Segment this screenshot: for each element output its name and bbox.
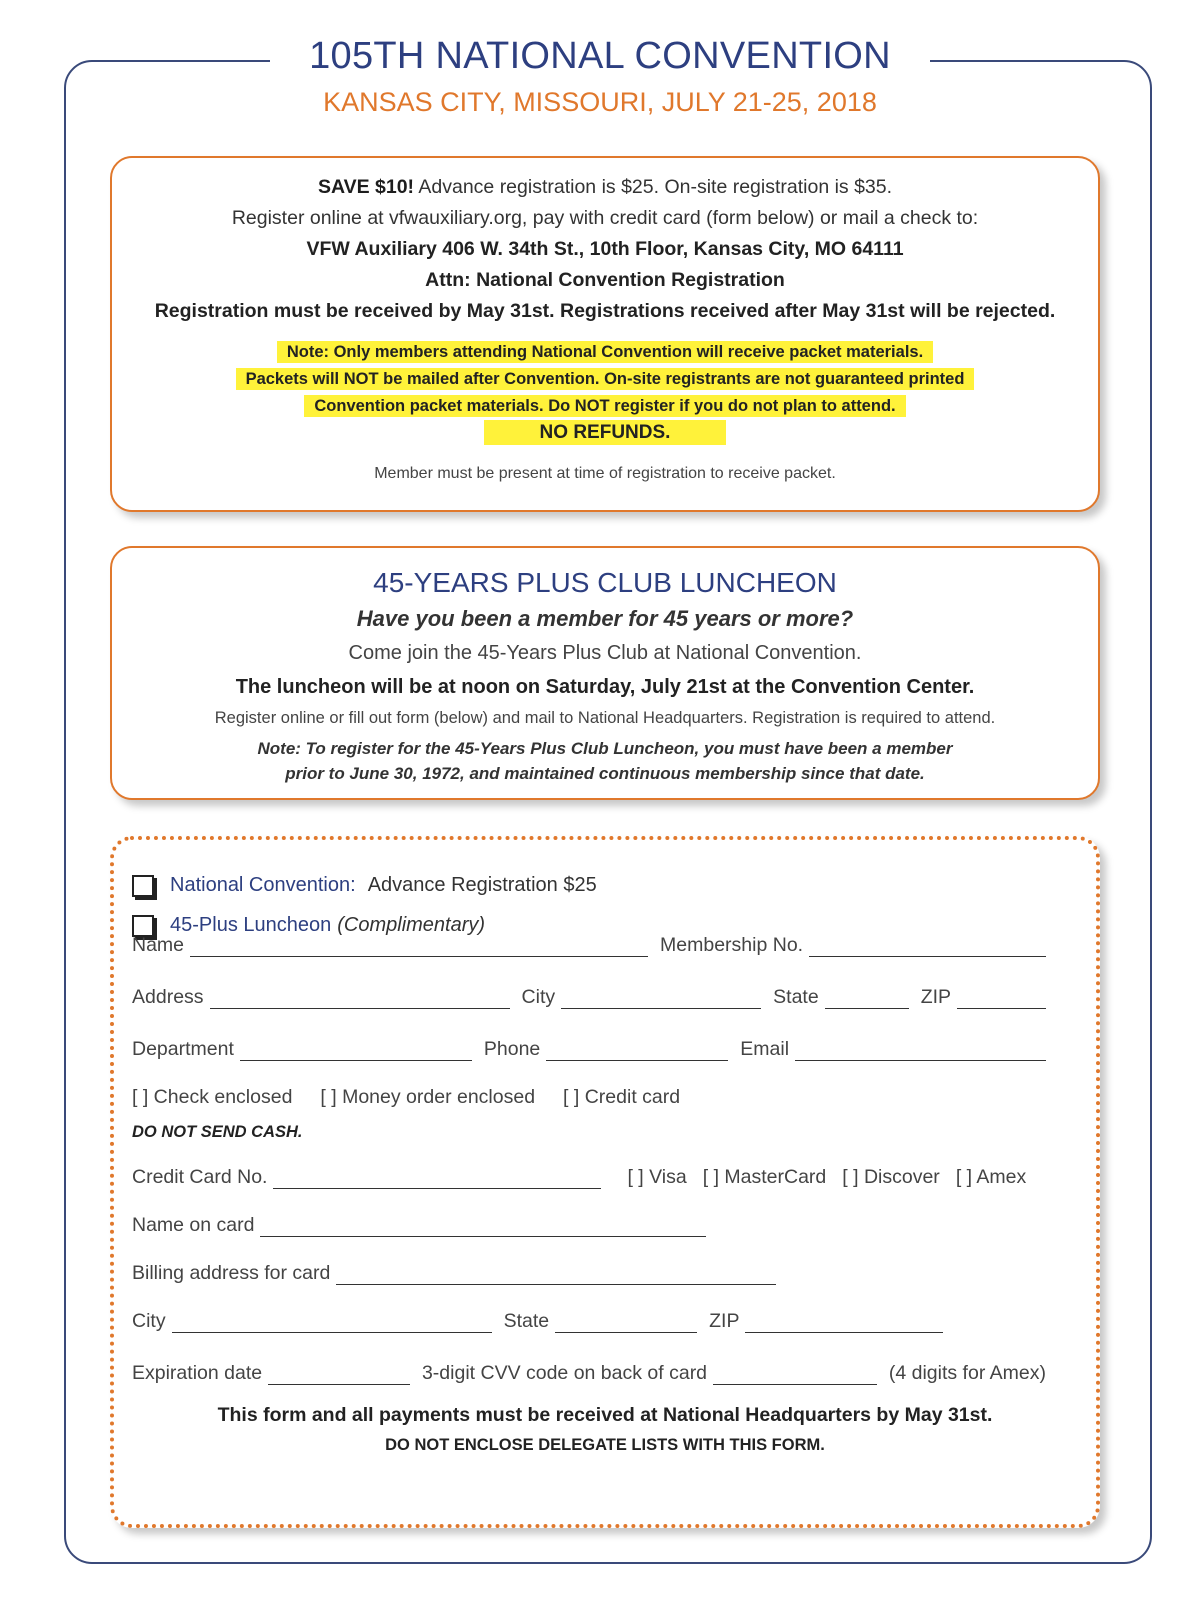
row-name-on-card — [132, 1214, 1046, 1237]
state-field[interactable] — [825, 991, 909, 1009]
name-label: Name — [132, 934, 185, 956]
luncheon-note-2: prior to June 30, 1972, and maintained continuous membership since that date. — [285, 764, 925, 783]
city-label: City — [521, 986, 556, 1008]
expiration-label: Expiration date — [132, 1362, 263, 1384]
card-no-label: Credit Card No. — [132, 1166, 268, 1188]
row-credit-card — [132, 1166, 1046, 1189]
row-name — [132, 934, 1046, 957]
amex-digits-note: (4 digits for Amex) — [888, 1362, 1046, 1384]
billing-address-label: Billing address for card — [132, 1262, 331, 1284]
visa-option[interactable]: [ ] Visa — [627, 1166, 687, 1188]
discover-option[interactable]: [ ] Discover — [842, 1166, 940, 1188]
department-field[interactable] — [240, 1043, 472, 1061]
department-label: Department — [132, 1038, 234, 1060]
luncheon-note-1: Note: To register for the 45-Years Plus Club Luncheon, you must have been a member — [257, 739, 953, 758]
row-billing-address — [132, 1262, 1046, 1285]
pay-money-order-option[interactable]: [ ] Money order enclosed — [320, 1086, 536, 1108]
registration-form — [110, 836, 1100, 1528]
membership-label: Membership No. — [660, 934, 804, 956]
state-label: State — [773, 986, 819, 1008]
pay-check-option[interactable]: [ ] Check enclosed — [132, 1086, 293, 1108]
email-label: Email — [740, 1038, 790, 1060]
billing-state-label: State — [503, 1310, 550, 1332]
option-2-label: 45-Plus Luncheon — [170, 914, 332, 936]
email-field[interactable] — [795, 1043, 1046, 1061]
mastercard-option[interactable]: [ ] MasterCard — [702, 1166, 827, 1188]
option-1-detail: Advance Registration $25 — [367, 874, 597, 896]
packet-warning — [112, 339, 1098, 447]
registration-info-box — [110, 156, 1100, 512]
phone-field[interactable] — [546, 1043, 728, 1061]
billing-city-field[interactable] — [172, 1315, 492, 1333]
save-line — [112, 172, 1098, 203]
cvv-field[interactable] — [713, 1367, 877, 1385]
attention-line: Attn: National Convention Registration — [425, 269, 785, 291]
page-subtitle: KANSAS CITY, MISSOURI, JULY 21-25, 2018 — [323, 87, 877, 117]
zip-field[interactable] — [957, 991, 1046, 1009]
page-title: 105TH NATIONAL CONVENTION — [309, 35, 891, 77]
warning-line-3: Convention packet materials. Do NOT register if you do not plan to attend. — [304, 395, 905, 417]
name-on-card-label: Name on card — [132, 1214, 255, 1236]
mailing-address: VFW Auxiliary 406 W. 34th St., 10th Floor, Kansas City, MO 64111 — [306, 238, 904, 260]
expiration-field[interactable] — [268, 1367, 410, 1385]
save-rest: Advance registration is $25. On-site registration is $35. — [414, 176, 893, 198]
name-on-card-field[interactable] — [260, 1219, 706, 1237]
card-no-field[interactable] — [273, 1171, 601, 1189]
amex-option[interactable]: [ ] Amex — [955, 1166, 1027, 1188]
row-expiration — [132, 1362, 1046, 1385]
billing-state-field[interactable] — [555, 1315, 697, 1333]
option-national-convention[interactable] — [132, 874, 597, 897]
form-deadline-note: This form and all payments must be received at National Headquarters by May 31st. — [217, 1404, 993, 1426]
row-department — [132, 1038, 1046, 1061]
header — [270, 30, 930, 120]
billing-address-field[interactable] — [336, 1267, 776, 1285]
pay-credit-option[interactable]: [ ] Credit card — [563, 1086, 681, 1108]
delegate-list-note: DO NOT ENCLOSE DELEGATE LISTS WITH THIS FORM. — [385, 1436, 825, 1454]
presence-note: Member must be present at time of registration to receive packet. — [374, 465, 836, 482]
city-field[interactable] — [561, 991, 761, 1009]
zip-label: ZIP — [920, 986, 952, 1008]
register-online-line: Register online at vfwauxiliary.org, pay with credit card (form below) or mail a check to: — [231, 207, 979, 229]
deadline-line: Registration must be received by May 31st. Registrations received after May 31st will be rejected. — [154, 300, 1056, 322]
luncheon-box — [110, 546, 1100, 800]
billing-zip-field[interactable] — [745, 1315, 943, 1333]
billing-zip-label: ZIP — [709, 1310, 740, 1332]
no-refunds: NO REFUNDS. — [484, 420, 727, 445]
no-cash-warning: DO NOT SEND CASH. — [132, 1123, 303, 1141]
warning-line-1: Note: Only members attending National Convention will receive packet materials. — [277, 341, 933, 363]
address-label: Address — [132, 986, 204, 1008]
row-payment-method — [132, 1086, 1046, 1109]
address-field[interactable] — [210, 991, 510, 1009]
option-1-label: National Convention: — [170, 874, 356, 896]
cvv-label: 3-digit CVV code on back of card — [421, 1362, 708, 1384]
row-billing-city — [132, 1310, 1046, 1333]
billing-city-label: City — [132, 1310, 166, 1332]
phone-label: Phone — [483, 1038, 541, 1060]
option-2-detail: (Complimentary) — [337, 914, 486, 936]
luncheon-when: The luncheon will be at noon on Saturday, July 21st at the Convention Center. — [235, 676, 975, 698]
luncheon-invite: Come join the 45-Years Plus Club at National Convention. — [348, 642, 862, 664]
luncheon-register: Register online or fill out form (below) and mail to National Headquarters. Registration is required to attend. — [214, 709, 996, 727]
checkbox-national-convention[interactable] — [132, 875, 154, 897]
warning-line-2: Packets will NOT be mailed after Convention. On-site registrants are not guaranteed printed — [236, 368, 975, 390]
name-field[interactable] — [190, 939, 648, 957]
membership-field[interactable] — [809, 939, 1046, 957]
luncheon-question: Have you been a member for 45 years or more? — [356, 606, 854, 631]
save-highlight: SAVE $10! — [317, 176, 415, 198]
luncheon-title: 45-YEARS PLUS CLUB LUNCHEON — [373, 567, 837, 598]
row-address — [132, 986, 1046, 1009]
